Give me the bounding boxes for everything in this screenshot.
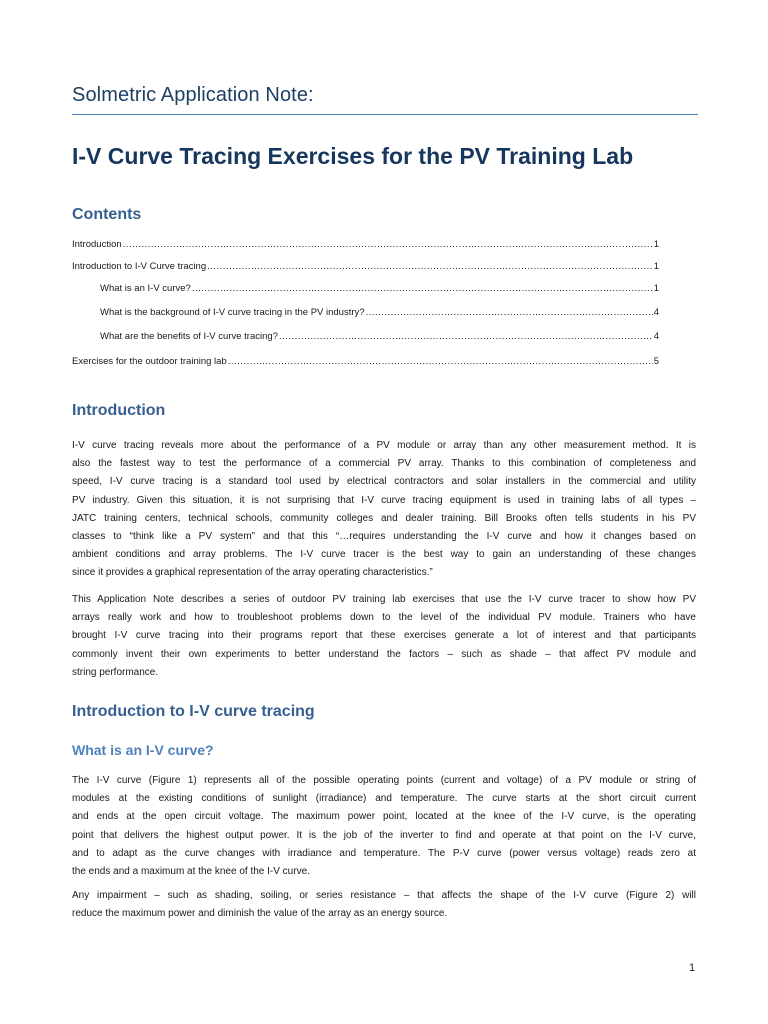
text-line: classes to “think like a PV system” and that this “…requires understanding the I-V curve and how it changes based on xyxy=(72,531,696,543)
introduction-paragraph-1 xyxy=(72,437,696,583)
toc-entry-page: 1 xyxy=(653,239,659,250)
section-heading-intro-iv-tracing: Introduction to I-V curve tracing xyxy=(72,703,315,720)
subsection-heading-what-is-iv: What is an I-V curve? xyxy=(72,742,214,758)
toc-leader-dots xyxy=(228,356,653,367)
toc-entry-exercises[interactable] xyxy=(72,356,659,367)
toc-entry-label: Introduction to I-V Curve tracing xyxy=(72,261,207,272)
text-line: ambient conditions and array problems. The I-V curve tracer is the best way to gain an understanding of these changes xyxy=(72,549,696,561)
text-line: point that delivers the highest output power. It is the job of the inverter to find and operate at that point on the I-V curve, xyxy=(72,829,696,841)
toc-leader-dots xyxy=(207,261,653,272)
text-line: reduce the maximum power and diminish the value of the array as an energy source. xyxy=(72,908,448,920)
text-line: the ends and a maximum at the knee of the I-V curve. xyxy=(72,866,310,878)
text-line: since it provides a graphical representation of the array operating characteristics.” xyxy=(72,567,433,579)
text-line: commonly invent their own experiments to better understand the factors – such as shade – that affect PV module and xyxy=(72,648,696,660)
text-line: brought I-V curve tracing into their programs report that these exercises generate a lot of interest and that participants xyxy=(72,630,696,642)
toc-entry-label: What is the background of I-V curve tracing in the PV industry? xyxy=(100,307,365,318)
text-line: Any impairment – such as shading, soiling, or series resistance – that affects the shape of the I-V curve (Figure 2) will xyxy=(72,890,696,901)
page-number: 1 xyxy=(689,962,696,974)
toc-leader-dots xyxy=(123,239,653,250)
toc-entry-label: Exercises for the outdoor training lab xyxy=(72,356,227,367)
toc-entry-label: What is an I-V curve? xyxy=(100,283,191,294)
section-heading-introduction: Introduction xyxy=(72,402,166,419)
text-line: and to adapt as the curve changes with irradiance and temperature. The P-V curve (power versus voltage) reads zero at xyxy=(72,847,696,859)
toc-entry-label: Introduction xyxy=(72,239,122,250)
toc-entry-page: 4 xyxy=(653,307,659,318)
introduction-paragraph-2 xyxy=(72,591,696,682)
toc-entry-page: 4 xyxy=(653,331,659,342)
toc-entry-page: 1 xyxy=(653,261,659,272)
text-line: string performance. xyxy=(72,666,159,678)
toc-entry-introduction-to-iv[interactable] xyxy=(72,261,659,272)
text-line: JATC training centers, technical schools, community colleges and dealer training. Bill Brooks often tells students in his PV xyxy=(72,512,696,524)
toc-entry-background[interactable] xyxy=(100,307,659,318)
toc-leader-dots xyxy=(366,307,653,318)
text-line: arrays really work and how to troubleshoot problems down to the level of the individual PV module. Trainers who have xyxy=(72,612,696,624)
text-line: modules at the existing conditions of sunlight (irradiance) and temperature. The curve starts at the short circuit current xyxy=(72,793,696,805)
toc-entry-benefits[interactable] xyxy=(100,331,659,342)
toc-leader-dots xyxy=(279,331,653,342)
text-line: The I-V curve (Figure 1) represents all of the possible operating points (current and voltage) of a PV module or string of xyxy=(72,775,696,786)
toc-entry-introduction[interactable] xyxy=(72,239,659,250)
text-line: PV industry. Given this situation, it is not surprising that I-V curve tracing equipment is used in training labs of all types – xyxy=(72,494,696,506)
text-line: This Application Note describes a series of outdoor PV training lab exercises that use the I-V curve tracer to show how PV xyxy=(72,594,696,605)
toc-entry-what-is-iv-curve[interactable] xyxy=(100,283,659,294)
toc-entry-label: What are the benefits of I-V curve tracing? xyxy=(100,331,278,342)
toc-leader-dots xyxy=(192,283,653,294)
application-note-label: Solmetric Application Note: xyxy=(72,84,314,106)
contents-heading: Contents xyxy=(72,206,142,223)
text-line: also the fastest way to test the performance of a commercial PV array. Thanks to this combination of completeness and xyxy=(72,458,696,470)
header-divider xyxy=(72,114,698,115)
toc-entry-page: 5 xyxy=(653,356,659,367)
toc-entry-page: 1 xyxy=(653,283,659,294)
text-line: and ends at the open circuit voltage. The maximum power point, located at the knee of the I-V curve, is the operating xyxy=(72,811,696,823)
iv-curve-paragraph-2 xyxy=(72,887,696,923)
text-line: I-V curve tracing reveals more about the performance of a PV module or array than any other measurement method. It is xyxy=(72,440,696,451)
iv-curve-paragraph-1 xyxy=(72,772,696,881)
document-title: I-V Curve Tracing Exercises for the PV Training Lab xyxy=(72,143,634,169)
text-line: speed, I-V curve tracing is a standard tool used by electrical contractors and solar installers in the commercial and utility xyxy=(72,476,696,488)
